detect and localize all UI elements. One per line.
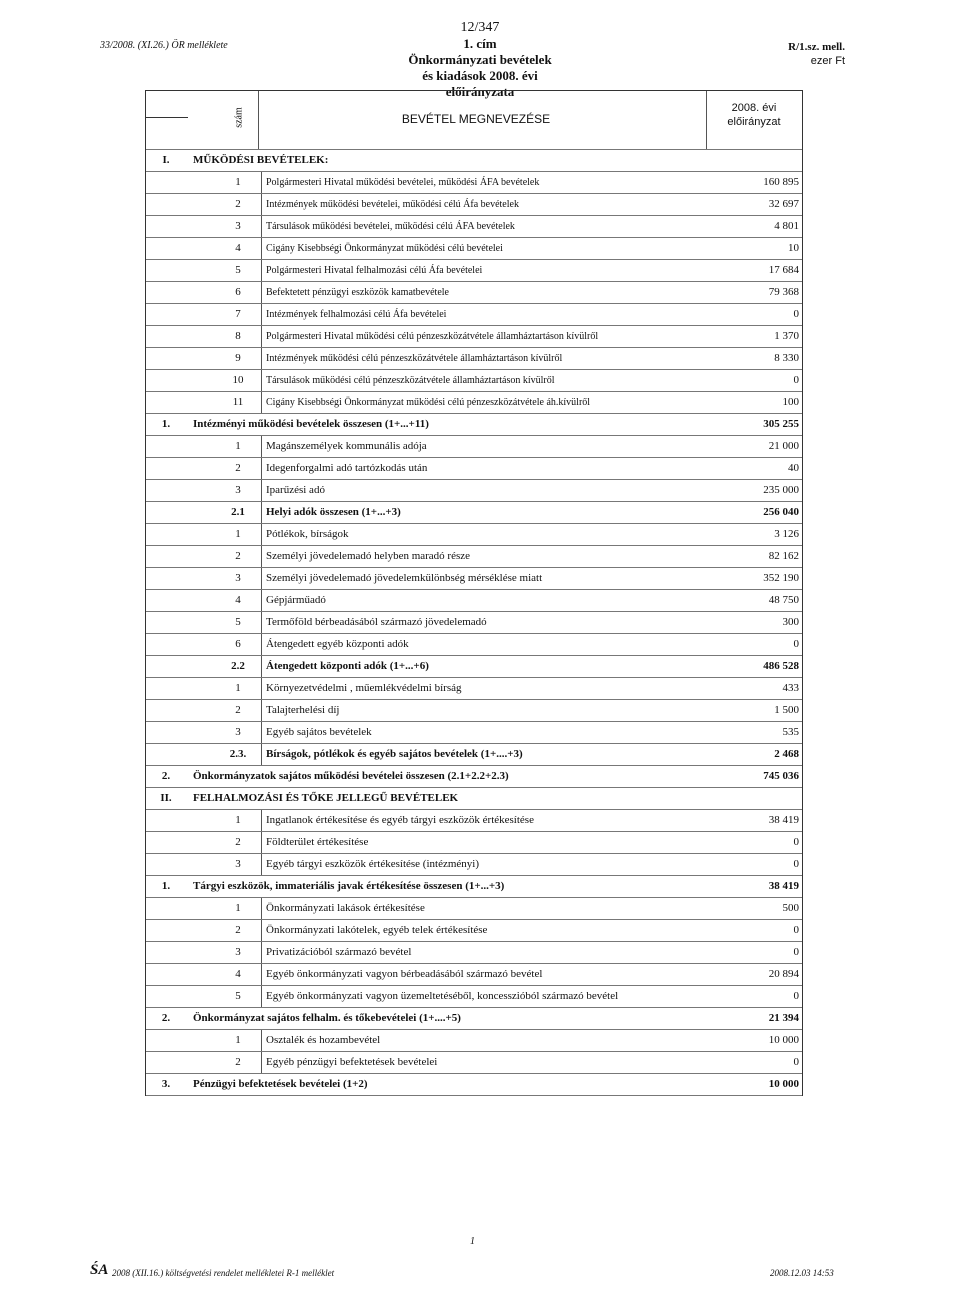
row-number: 3 — [235, 726, 241, 738]
row-label: Intézmények működési bevételei, működési célú Áfa bevételek — [261, 194, 714, 215]
row-label: Pótlékok, bírságok — [261, 524, 714, 545]
row-number: 3 — [235, 484, 241, 496]
row-label: Önkormányzati lakások értékesítése — [261, 898, 714, 919]
table-row — [146, 898, 802, 920]
table-row — [146, 612, 802, 634]
row-label: Önkormányzatok sajátos működési bevételei összesen (2.1+2.2+2.3) — [193, 770, 509, 782]
title-line-2: Önkormányzati bevételek — [408, 52, 552, 67]
row-label: Intézményi működési bevételek összesen (1+...+11) — [193, 418, 429, 430]
document-title-block — [390, 20, 570, 100]
table-row — [146, 546, 802, 568]
row-value: 21 000 — [768, 440, 799, 452]
row-number: I. — [162, 154, 170, 166]
row-number: 4 — [235, 968, 241, 980]
table-row — [146, 172, 802, 194]
table-row — [146, 964, 802, 986]
row-number: 5 — [235, 616, 241, 628]
table-row — [146, 238, 802, 260]
header-year-line2: előirányzat — [727, 116, 781, 128]
row-value: 0 — [793, 836, 799, 848]
row-number: 1. — [161, 418, 171, 430]
unit-label: ezer Ft — [810, 55, 845, 67]
row-value: 8 330 — [774, 352, 799, 364]
row-label: Környezetvédelmi , műemlékvédelmi bírság — [261, 678, 714, 699]
row-number: 6 — [235, 638, 241, 650]
row-value: 38 419 — [768, 880, 799, 892]
row-value: 82 162 — [768, 550, 799, 562]
row-value: 21 394 — [768, 1012, 799, 1024]
table-row — [146, 590, 802, 612]
row-value: 10 000 — [768, 1034, 799, 1046]
row-number: 3 — [235, 858, 241, 870]
revenue-table — [145, 90, 803, 1096]
row-number: 3 — [235, 946, 241, 958]
row-number: 9 — [235, 352, 241, 364]
row-value: 535 — [782, 726, 799, 738]
row-label: FELHALMOZÁSI ÉS TŐKE JELLEGŰ BEVÉTELEK — [193, 792, 459, 804]
table-row — [146, 810, 802, 832]
row-number: 2 — [235, 704, 241, 716]
header-title: BEVÉTEL MEGNEVEZÉSE — [401, 112, 551, 126]
table-row — [146, 414, 802, 436]
table-row — [146, 766, 802, 788]
row-label: Önkormányzat sajátos felhalm. és tőkebevételei (1+....+5) — [193, 1012, 461, 1024]
table-body — [146, 150, 802, 1096]
document-reference: 33/2008. (XI.26.) ÖR melléklete — [100, 40, 228, 51]
row-label: Termőföld bérbeadásából származó jövedelemadó — [261, 612, 714, 633]
row-label: Egyéb pénzügyi befektetések bevételei — [261, 1052, 714, 1073]
row-number: 2 — [235, 550, 241, 562]
row-label: Egyéb tárgyi eszközök értékesítése (intézményi) — [261, 854, 714, 875]
row-number: 1 — [235, 176, 241, 188]
row-value: 500 — [782, 902, 799, 914]
footer-timestamp: 2008.12.03 14:53 — [770, 1268, 834, 1278]
table-row — [146, 788, 802, 810]
header-divider-value — [706, 91, 707, 149]
row-label: Idegenforgalmi adó tartózkodás után — [261, 458, 714, 479]
table-row — [146, 942, 802, 964]
row-value: 2 468 — [774, 748, 799, 760]
row-number: 8 — [235, 330, 241, 342]
page-reference: 12/347 — [460, 20, 500, 35]
table-row — [146, 458, 802, 480]
row-value: 20 894 — [768, 968, 799, 980]
row-value: 32 697 — [768, 198, 799, 210]
row-value — [709, 788, 801, 809]
row-number: 2 — [235, 198, 241, 210]
table-row — [146, 876, 802, 898]
row-number: 2 — [235, 924, 241, 936]
row-value: 256 040 — [763, 506, 799, 518]
table-row — [146, 568, 802, 590]
row-number: 1 — [235, 814, 241, 826]
table-row — [146, 348, 802, 370]
row-number: 1 — [235, 528, 241, 540]
row-label: Cigány Kisebbségi Önkormányzat működési célú pénzeszközátvétele áh.kívülről — [261, 392, 714, 413]
header-box-line — [146, 117, 188, 118]
row-number: 5 — [235, 990, 241, 1002]
row-value: 1 500 — [774, 704, 799, 716]
footer-reference: 2008 (XII.16.) költségvetési rendelet mellékletei R-1 melléklet — [112, 1268, 335, 1278]
row-label: Helyi adók összesen (1+...+3) — [261, 502, 714, 523]
row-label: Átengedett egyéb központi adók — [261, 634, 714, 655]
row-value: 10 — [788, 242, 799, 254]
row-number: 2 — [235, 462, 241, 474]
table-row — [146, 700, 802, 722]
row-label: Magánszemélyek kommunális adója — [261, 436, 714, 457]
row-label: Privatizációból származó bevétel — [261, 942, 714, 963]
row-value — [709, 150, 801, 171]
row-number: 2. — [161, 1012, 171, 1024]
table-row — [146, 1008, 802, 1030]
row-value: 305 255 — [763, 418, 799, 430]
row-number: 3 — [235, 572, 241, 584]
row-value: 100 — [782, 396, 799, 408]
row-label: Polgármesteri Hivatal működési célú pénzeszközátvétele államháztartáson kívülről — [261, 326, 714, 347]
table-row — [146, 216, 802, 238]
row-label: Személyi jövedelemadó jövedelemkülönbség mérséklése miatt — [261, 568, 714, 589]
table-row — [146, 656, 802, 678]
row-number: 2.1 — [231, 506, 245, 518]
row-label: Személyi jövedelemadó helyben maradó része — [261, 546, 714, 567]
row-label: Földterület értékesítése — [261, 832, 714, 853]
page-number: 1 — [470, 1236, 475, 1247]
table-row — [146, 920, 802, 942]
row-number: 6 — [235, 286, 241, 298]
row-value: 0 — [793, 308, 799, 320]
table-row — [146, 1074, 802, 1096]
row-number: 4 — [235, 242, 241, 254]
row-label: Tárgyi eszközök, immateriális javak értékesítése összesen (1+...+3) — [193, 880, 505, 892]
row-number: 2.2 — [231, 660, 245, 672]
row-value: 486 528 — [763, 660, 799, 672]
footer-logo: ŚA — [90, 1262, 109, 1278]
table-row — [146, 282, 802, 304]
row-number: 1 — [235, 682, 241, 694]
row-number: 2 — [235, 1056, 241, 1068]
table-row — [146, 392, 802, 414]
row-number: 3. — [161, 1078, 171, 1090]
row-number: 1. — [161, 880, 171, 892]
row-number: 1 — [235, 440, 241, 452]
row-label: Gépjárműadó — [261, 590, 714, 611]
table-row — [146, 260, 802, 282]
header-divider — [258, 91, 259, 149]
row-number: 2 — [235, 836, 241, 848]
table-row — [146, 722, 802, 744]
row-label: Iparűzési adó — [261, 480, 714, 501]
row-label: Befektetett pénzügyi eszközök kamatbevétele — [261, 282, 714, 303]
row-label: Intézmények felhalmozási célú Áfa bevételei — [261, 304, 714, 325]
table-row — [146, 480, 802, 502]
table-row — [146, 832, 802, 854]
table-row — [146, 150, 802, 172]
row-label: Polgármesteri Hivatal működési bevételei, működési ÁFA bevételek — [261, 172, 714, 193]
row-value: 48 750 — [768, 594, 799, 606]
row-label: Talajterhelési díj — [261, 700, 714, 721]
table-row — [146, 1030, 802, 1052]
row-value: 1 370 — [774, 330, 799, 342]
table-row — [146, 634, 802, 656]
table-row — [146, 1052, 802, 1074]
table-row — [146, 502, 802, 524]
row-label: Osztalék és hozambevétel — [261, 1030, 714, 1051]
row-label: Polgármesteri Hivatal felhalmozási célú Áfa bevételei — [261, 260, 714, 281]
attachment-block — [760, 40, 845, 68]
row-value: 0 — [793, 946, 799, 958]
row-label: Önkormányzati lakótelek, egyéb telek értékesítése — [261, 920, 714, 941]
row-value: 38 419 — [768, 814, 799, 826]
title-line-1: 1. cím — [463, 36, 497, 51]
row-value: 10 000 — [768, 1078, 799, 1090]
row-label: Bírságok, pótlékok és egyéb sajátos bevételek (1+....+3) — [261, 744, 714, 765]
row-value: 0 — [793, 638, 799, 650]
table-row — [146, 370, 802, 392]
table-row — [146, 524, 802, 546]
row-value: 160 895 — [763, 176, 799, 188]
row-value: 0 — [793, 1056, 799, 1068]
row-value: 40 — [788, 462, 799, 474]
row-label: Cigány Kisebbségi Önkormányzat működési célú bevételei — [261, 238, 714, 259]
table-row — [146, 854, 802, 876]
row-number: 4 — [235, 594, 241, 606]
row-number: 10 — [232, 374, 244, 386]
row-value: 0 — [793, 924, 799, 936]
table-header-row — [146, 90, 802, 150]
attachment-number: R/1.sz. mell. — [788, 41, 845, 53]
row-label: Társulások működési bevételei, működési célú ÁFA bevételek — [261, 216, 714, 237]
header-year — [709, 101, 799, 129]
header-szam: szám — [233, 107, 245, 128]
row-value: 0 — [793, 858, 799, 870]
table-row — [146, 326, 802, 348]
row-value: 0 — [793, 374, 799, 386]
row-label: Pénzügyi befektetések bevételei (1+2) — [193, 1078, 368, 1090]
row-number: 7 — [235, 308, 241, 320]
table-row — [146, 986, 802, 1008]
row-value: 79 368 — [768, 286, 799, 298]
row-value: 3 126 — [774, 528, 799, 540]
row-number: 2.3. — [229, 748, 247, 760]
row-value: 745 036 — [763, 770, 799, 782]
row-value: 433 — [782, 682, 799, 694]
table-row — [146, 194, 802, 216]
row-label: Egyéb önkormányzati vagyon üzemeltetéséből, koncesszióból származó bevétel — [261, 986, 714, 1007]
table-row — [146, 436, 802, 458]
row-number: 3 — [235, 220, 241, 232]
row-value: 4 801 — [774, 220, 799, 232]
row-value: 235 000 — [763, 484, 799, 496]
row-number: 11 — [232, 396, 244, 408]
title-line-3: és kiadások 2008. évi előirányzata — [422, 68, 538, 99]
row-label: MŰKÖDÉSI BEVÉTELEK: — [193, 154, 329, 166]
row-number: 5 — [235, 264, 241, 276]
row-value: 17 684 — [768, 264, 799, 276]
header-year-line1: 2008. évi — [731, 102, 777, 114]
row-label: Átengedett központi adók (1+...+6) — [261, 656, 714, 677]
row-value: 352 190 — [763, 572, 799, 584]
row-number: 1 — [235, 1034, 241, 1046]
row-label: Intézmények működési célú pénzeszközátvétele államháztartáson kívülről — [261, 348, 714, 369]
table-row — [146, 678, 802, 700]
row-label: Egyéb önkormányzati vagyon bérbeadásából származó bevétel — [261, 964, 714, 985]
row-label: Társulások működési célú pénzeszközátvétele államháztartáson kívülről — [261, 370, 714, 391]
row-number: 1 — [235, 902, 241, 914]
row-value: 0 — [793, 990, 799, 1002]
row-number: 2. — [161, 770, 171, 782]
row-value: 300 — [782, 616, 799, 628]
table-row — [146, 304, 802, 326]
row-number: II. — [160, 792, 172, 804]
table-row — [146, 744, 802, 766]
row-label: Egyéb sajátos bevételek — [261, 722, 714, 743]
row-label: Ingatlanok értékesítése és egyéb tárgyi eszközök értékesítése — [261, 810, 714, 831]
